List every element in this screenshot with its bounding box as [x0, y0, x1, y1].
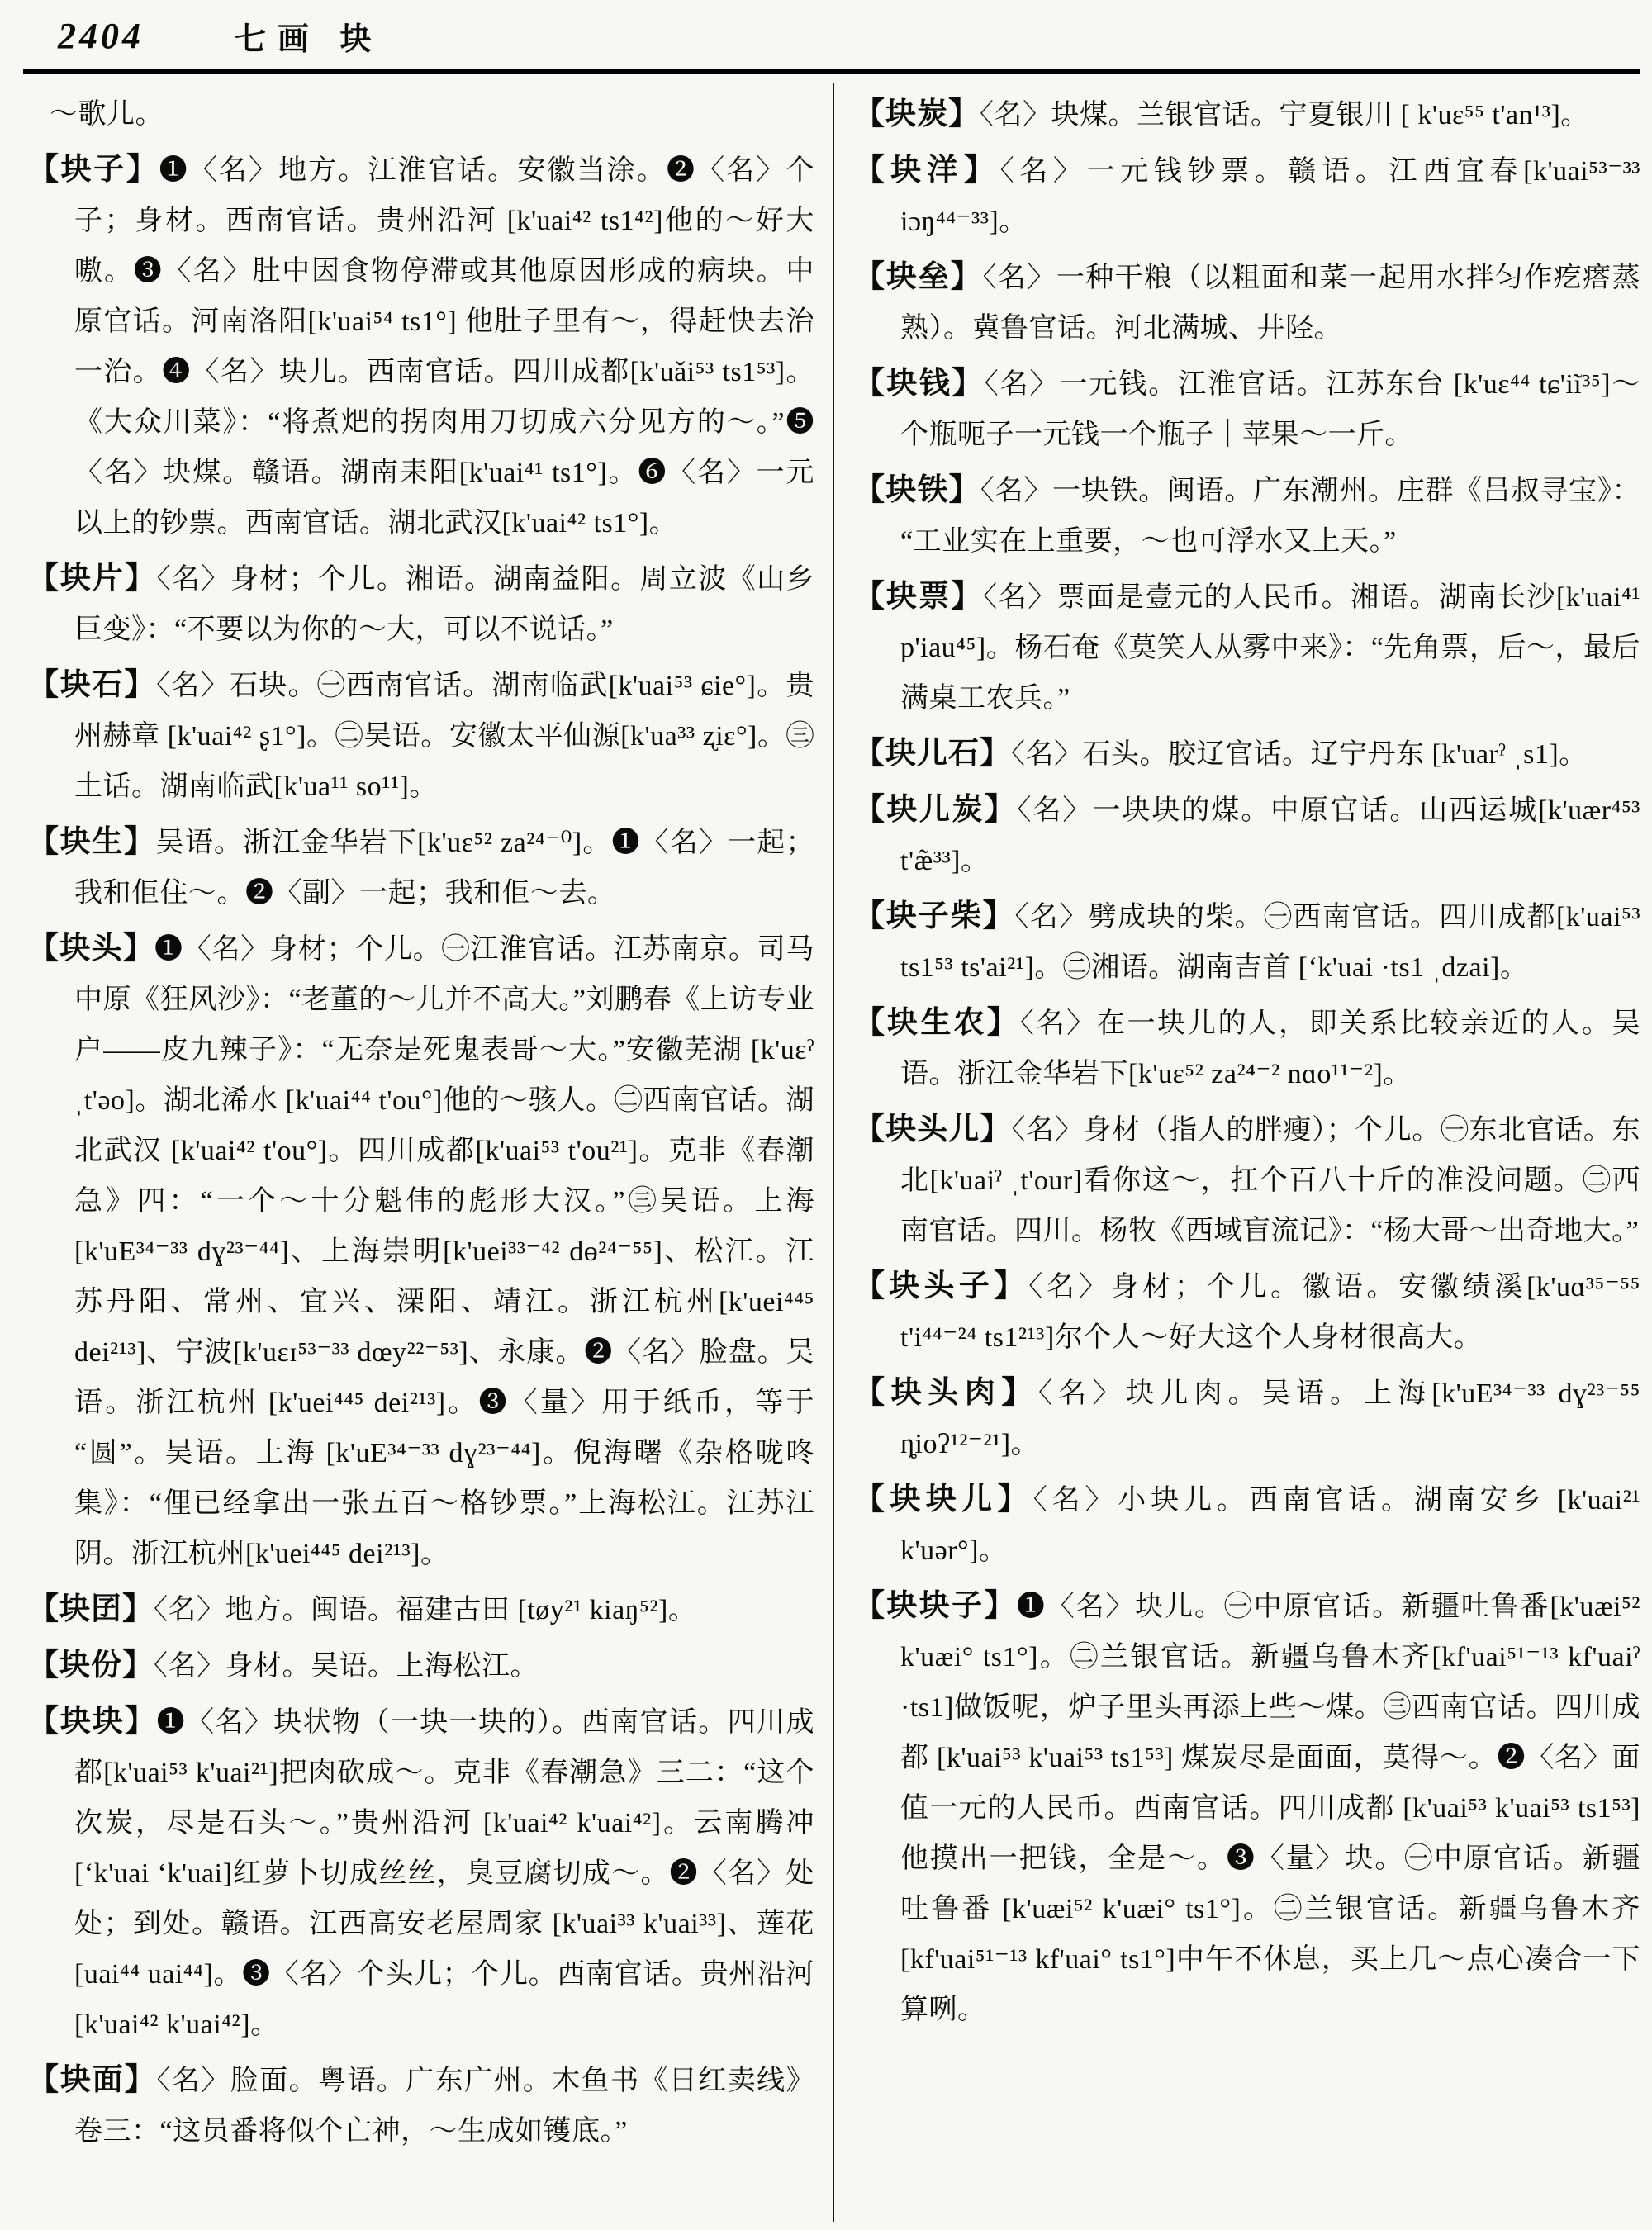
dict-entry	[854, 998, 1640, 1099]
entry-headword: 【块石】	[28, 668, 157, 702]
dict-entry	[28, 1584, 814, 1635]
entry-body: 〈名〉身材；个儿。徽语。安徽绩溪[k'uɑ³⁵⁻⁵⁵ t'i⁴⁴⁻²⁴ ts1²¹³]尔个人～好大这个人身材很高大。	[900, 1272, 1641, 1353]
entry-body: 〈名〉块儿肉。吴语。上海[k'uE³⁴⁻³³ dɣ²³⁻⁵⁵ ȵioʔ¹²⁻²¹]。	[900, 1378, 1641, 1459]
entry-body: 〈名〉一块块的煤。中原官话。山西运城[k'uær⁴⁵³ t'æ̃³³]。	[900, 795, 1640, 876]
dict-entry	[854, 785, 1640, 886]
entry-headword: 【块片】	[28, 562, 157, 595]
dict-entry	[28, 660, 814, 812]
entry-body: 〈名〉地方。闽语。福建古田 [tøy²¹ kiaŋ⁵²]。	[154, 1595, 697, 1625]
entry-headword: 【块炭】	[854, 97, 980, 131]
entry-headword: 【块头子】	[854, 1269, 1029, 1303]
entry-body: 〈名〉一种干粮（以粗面和菜一起用水拌匀作疙瘩蒸熟）。冀鲁官话。河北满城、井陉。	[900, 263, 1641, 344]
entry-body: 〈名〉脸面。粤语。广东广州。木鱼书《日红卖线》卷三：“这员番将似个亡神，～生成如镬底。”	[74, 2066, 815, 2147]
dict-entry	[854, 358, 1640, 460]
entry-body: 〈名〉块煤。兰银官话。宁夏银川 [ k'uɛ⁵⁵ t'an¹³]。	[980, 100, 1589, 130]
entry-headword: 【块生农】	[854, 1006, 1020, 1040]
dict-entry	[854, 89, 1640, 140]
entry-headword: 【块块子】	[854, 1589, 1017, 1623]
entry-headword: 【块囝】	[28, 1592, 154, 1626]
dict-entry	[28, 2055, 814, 2156]
entry-body: 〈名〉身材；个儿。湘语。湖南益阳。周立波《山乡巨变》：“不要以为你的～大，可以不说话。”	[74, 564, 815, 645]
entry-headword: 【块块儿】	[854, 1483, 1033, 1516]
header-rule	[23, 69, 1640, 74]
entry-headword: 【块头】	[28, 932, 154, 966]
entry-body: ❶〈名〉块状物（一块一块的）。西南官话。四川成都[k'uai⁵³ k'uai²¹]把肉砍成～。克非《春潮急》三二：“这个次炭，尽是石头～。”贵州沿河 [k'uai⁴² k'uai⁴²]。云南腾冲[ʻk'uai ʻk'uai]红萝卜切成丝丝，臭豆腐切成～。❷〈名〉处处；到处。赣语。江西高安老屋周家 [k'uai³³ k'uai³³]、莲花 [uai⁴⁴ uai⁴⁴]。❸〈名〉个头儿；个儿。西南官话。贵州沿河[k'uai⁴² k'uai⁴²]。	[74, 1707, 815, 2040]
entry-body: 〈名〉票面是壹元的人民币。湘语。湖南长沙[k'uai⁴¹ p'iau⁴⁵]。杨石奄《莫笑人从雾中来》：“先角票，后～，最后满桌工农兵。”	[900, 582, 1641, 714]
dict-entry	[28, 553, 814, 655]
entry-headword: 【块头儿】	[854, 1113, 1012, 1146]
page-number: 2404	[58, 16, 144, 56]
entry-headword: 【块儿炭】	[854, 793, 1018, 827]
dict-entry	[854, 1104, 1640, 1256]
entry-headword: 【块票】	[854, 580, 984, 614]
entry-body: 〈名〉一块铁。闽语。广东潮州。庄群《吕叔寻宝》：“工业实在上重要，～也可浮水又上天。”	[900, 476, 1640, 557]
entry-body: ～歌儿。	[50, 99, 164, 130]
dict-entry	[28, 923, 814, 1579]
entry-body: ❶〈名〉块儿。㊀中原官话。新疆吐鲁番[k'uæi⁵² k'uæi° ts1°]。㊁兰银官话。新疆乌鲁木齐[kf'uai⁵¹⁻¹³ kf'uaiˀ ·ts1]做饭呢，炉子里头再添上些～煤。㊂西南官话。四川成都 [k'uai⁵³ k'uai⁵³ ts1⁵³] 煤炭尽是面面，莫得～。❷〈名〉面值一元的人民币。西南官话。四川成都 [k'uai⁵³ k'uai⁵³ ts1⁵³]他摸出一把钱，全是～。❸〈量〉块。㊀中原官话。新疆吐鲁番 [k'uæi⁵² k'uæi° ts1°]。㊁兰银官话。新疆乌鲁木齐[kf'uai⁵¹⁻¹³ kf'uai° ts1°]中午不休息，买上几～点心凑合一下算咧。	[900, 1592, 1641, 2025]
entry-headword: 【块生】	[28, 825, 156, 859]
right-column	[854, 89, 1640, 2040]
entry-headword: 【块洋】	[854, 154, 1000, 187]
entry-headword: 【块钱】	[854, 367, 985, 401]
dict-entry	[854, 145, 1640, 247]
entry-body: 〈名〉身材（指人的胖瘦）；个儿。㊀东北官话。东北[k'uaiˀ ˌt'our]看你这～，扛个百八十斤的准没问题。㊁西南官话。四川。杨牧《西域盲流记》：“杨大哥～出奇地大。”	[900, 1115, 1641, 1246]
entry-body: 〈名〉在一块儿的人，即关系比较亲近的人。吴语。浙江金华岩下[k'uɛ⁵² za²⁴⁻² nɑo¹¹⁻²]。	[900, 1008, 1641, 1089]
entry-body: ❶〈名〉地方。江淮官话。安徽当涂。❷〈名〉个子；身材。西南官话。贵州沿河 [k'uai⁴² ts1⁴²]他的～好大嗷。❸〈名〉肚中因食物停滞或其他原因形成的病块。中原官话。河南洛阳[k'uai⁵⁴ ts1°] 他肚子里有～，得赶快去治一治。❹〈名〉块儿。西南官话。四川成都[k'uǎi⁵³ ts1⁵³]。《大众川菜》：“将煮𤆵的拐肉用刀切成六分见方的～。”❺〈名〉块煤。赣语。湖南耒阳[k'uai⁴¹ ts1°]。❻〈名〉一元以上的钞票。西南官话。湖北武汉[k'uai⁴² ts1°]。	[74, 155, 815, 539]
dict-entry	[854, 1368, 1640, 1469]
dict-entry	[854, 572, 1640, 724]
page-header	[58, 13, 1627, 63]
entry-body: 〈名〉身材。吴语。上海松江。	[154, 1651, 539, 1682]
entry-headword: 【块儿石】	[854, 737, 1011, 771]
entry-body: 〈名〉一元钱钞票。赣语。江西宜春[k'uai⁵³⁻³³ iɔŋ⁴⁴⁻³³]。	[900, 156, 1640, 237]
entry-body: 〈名〉石头。胶辽官话。辽宁丹东 [k'uarˀ ˌs1]。	[1011, 739, 1588, 770]
entry-body: 〈名〉一元钱。江淮官话。江苏东台 [k'uɛ⁴⁴ tɕ'iĩ³⁵]～个瓶呃子一元钱一个瓶子｜苹果～一斤。	[900, 369, 1641, 450]
entry-headword: 【块子】	[28, 153, 159, 187]
entry-headword: 【块块】	[28, 1705, 157, 1739]
entry-body: ❶〈名〉身材；个儿。㊀江淮官话。江苏南京。司马中原《狂风沙》：“老董的～儿并不高大。”刘鹏春《上访专业户——皮九辣子》：“无奈是死鬼表哥～大。”安徽芜湖 [k'uɛˀ ˌt'əo]。湖北浠水 [k'uai⁴⁴ t'ou°]他的～骇人。㊁西南官话。湖北武汉 [k'uai⁴² t'ou°]。四川成都[k'uai⁵³ t'ou²¹]。克非《春潮急》四：“一个～十分魁伟的彪形大汉。”㊂吴语。上海[k'uE³⁴⁻³³ dɣ²³⁻⁴⁴]、上海崇明[k'uei³³⁻⁴² dɵ²⁴⁻⁵⁵]、松江。江苏丹阳、常州、宜兴、溧阳、靖江。浙江杭州[k'uei⁴⁴⁵ dei²¹³]、宁波[k'uɛɪ⁵³⁻³³ dœy²²⁻⁵³]、永康。❷〈名〉脸盘。吴语。浙江杭州 [k'uei⁴⁴⁵ dei²¹³]。❸〈量〉用于纸币，等于“圆”。吴语。上海 [k'uE³⁴⁻³³ dɣ²³⁻⁴⁴]。倪海曙《杂格咙咚集》：“俚已经拿出一张五百～格钞票。”上海松江。江苏江阴。浙江杭州[k'uei⁴⁴⁵ dei²¹³]。	[74, 934, 814, 1569]
left-column	[28, 89, 814, 2161]
dict-entry	[854, 728, 1640, 780]
dict-entry	[28, 1640, 814, 1691]
entry-headword: 【块面】	[28, 2063, 157, 2097]
dict-entry	[854, 1474, 1640, 1576]
entry-body: 〈名〉劈成块的柴。㊀西南官话。四川成都[k'uai⁵³ ts1⁵³ ts'ai²¹]。㊁湘语。湖南吉首 [ʻk'uai ·ts1 ˌdzai]。	[900, 902, 1641, 983]
dict-entry	[854, 252, 1640, 353]
entry-body: 〈名〉小块儿。西南官话。湖南安乡 [k'uai²¹ k'uər°]。	[900, 1485, 1640, 1566]
dict-entry	[854, 465, 1640, 567]
section-title: 七画 块	[235, 22, 383, 57]
entry-headword: 【块铁】	[854, 473, 980, 507]
entry-headword: 【块份】	[28, 1649, 154, 1682]
dict-entry	[28, 817, 814, 918]
dict-entry-continuation	[28, 89, 814, 140]
column-divider	[833, 83, 834, 2222]
dict-entry	[854, 1581, 1640, 2035]
entry-headword: 【块子柴】	[854, 899, 1015, 933]
dict-entry	[854, 1261, 1640, 1363]
entry-body: 吴语。浙江金华岩下[k'uɛ⁵² za²⁴⁻⁰]。❶〈名〉一起；我和佢住～。❷〈副〉一起；我和佢～去。	[74, 828, 814, 909]
entry-headword: 【块垒】	[854, 260, 983, 294]
entry-headword: 【块头肉】	[854, 1376, 1039, 1410]
dict-entry	[28, 145, 814, 548]
entry-body: 〈名〉石块。㊀西南官话。湖南临武[k'uai⁵³ ɕie°]。贵州赫章 [k'uai⁴² ʂ1°]。㊁吴语。安徽太平仙源[k'ua³³ ʐiɛ°]。㊂土话。湖南临武[k'ua¹¹ so¹¹]。	[74, 671, 815, 802]
dict-entry	[854, 891, 1640, 993]
dict-entry	[28, 1696, 814, 2050]
